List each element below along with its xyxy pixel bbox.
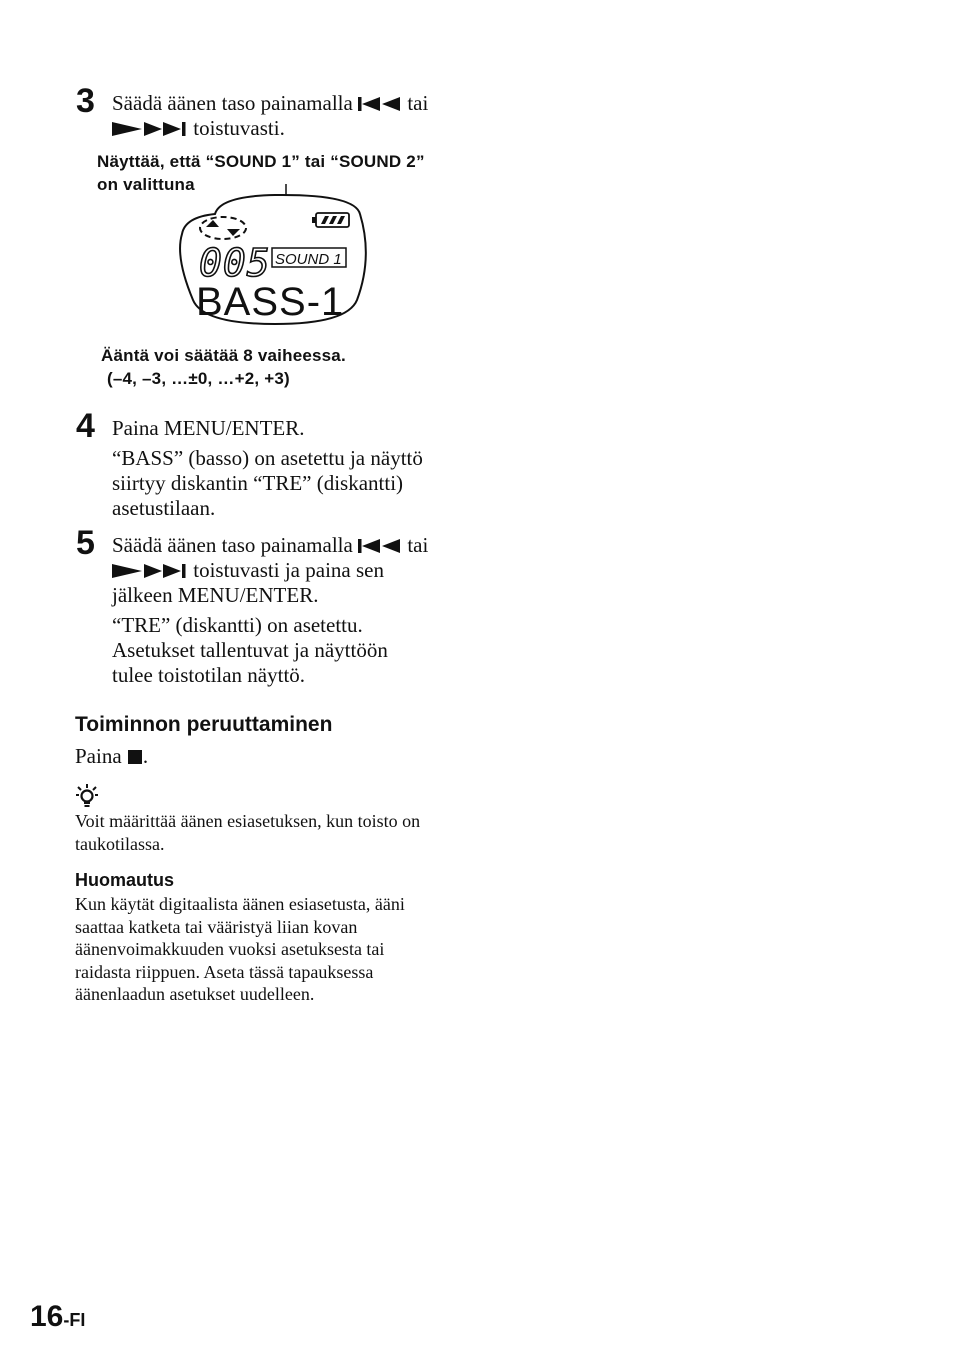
page-number: 16-FI: [30, 1300, 86, 1333]
step-3-line1: Säädä äänen taso painamalla: [112, 91, 353, 115]
cancel-heading: Toiminnon peruuttaminen: [75, 713, 333, 736]
step-5-text: [112, 533, 472, 688]
step-3-tai: tai: [407, 91, 429, 115]
step-5-line3: jälkeen MENU/ENTER.: [112, 583, 319, 607]
step-5-line2: toistuvasti ja paina sen: [193, 558, 384, 582]
figure-caption-top: Näyttää, että “SOUND 1” tai “SOUND 2” on valittuna: [97, 152, 425, 194]
step-3-number: 3: [76, 82, 95, 120]
cancel-text: Paina .: [75, 744, 149, 768]
step-4-line1: Paina MENU/ENTER.: [112, 416, 305, 440]
note-heading: Huomautus: [75, 870, 174, 890]
step-3-line2: toistuvasti.: [193, 116, 285, 140]
stop-icon: [127, 749, 143, 765]
play-next-track-icon: [112, 121, 188, 137]
step-3-text: [112, 91, 472, 141]
step-5-number: 5: [76, 524, 95, 562]
step-4-number: 4: [76, 407, 95, 445]
tip-text: Voit määrittää äänen esiasetuksen, kun toisto on taukotilassa.: [75, 811, 421, 854]
step-5-detail: “TRE” (diskantti) on asetettu. Asetukset tallentuvat ja näyttöön tulee toistotilan näyttö.: [112, 613, 388, 687]
lcd-sound-label: SOUND 1: [275, 251, 342, 268]
step-5-tai: tai: [407, 533, 429, 557]
step-5-line1: Säädä äänen taso painamalla: [112, 533, 353, 557]
lcd-track-number: 005: [199, 241, 271, 285]
lightbulb-icon: [75, 783, 99, 809]
step-4-detail: “BASS” (basso) on asetettu ja näyttö siirtyy diskantin “TRE” (diskantti) asetustilaan.: [112, 446, 423, 520]
step-4-text: [112, 416, 472, 521]
lcd-main-text: BASS-1: [196, 280, 345, 324]
note-text: Kun käytät digitaalista äänen esiasetusta, ääni saattaa katketa tai vääristyä liian kovan äänenvoimakkuuden vuoksi asetuksesta tai raidasta riippuen. Aseta tässä tapauksessa äänenlaadun asetukset uudelleen.: [75, 894, 405, 1004]
lcd-display-figure: [175, 182, 375, 332]
previous-track-icon: [358, 96, 402, 112]
figure-caption-bottom: Ääntä voi säätää 8 vaiheessa. (–4, –3, …±0, …+2, +3): [101, 346, 346, 388]
previous-track-icon: [358, 538, 402, 554]
play-next-track-icon: [112, 563, 188, 579]
